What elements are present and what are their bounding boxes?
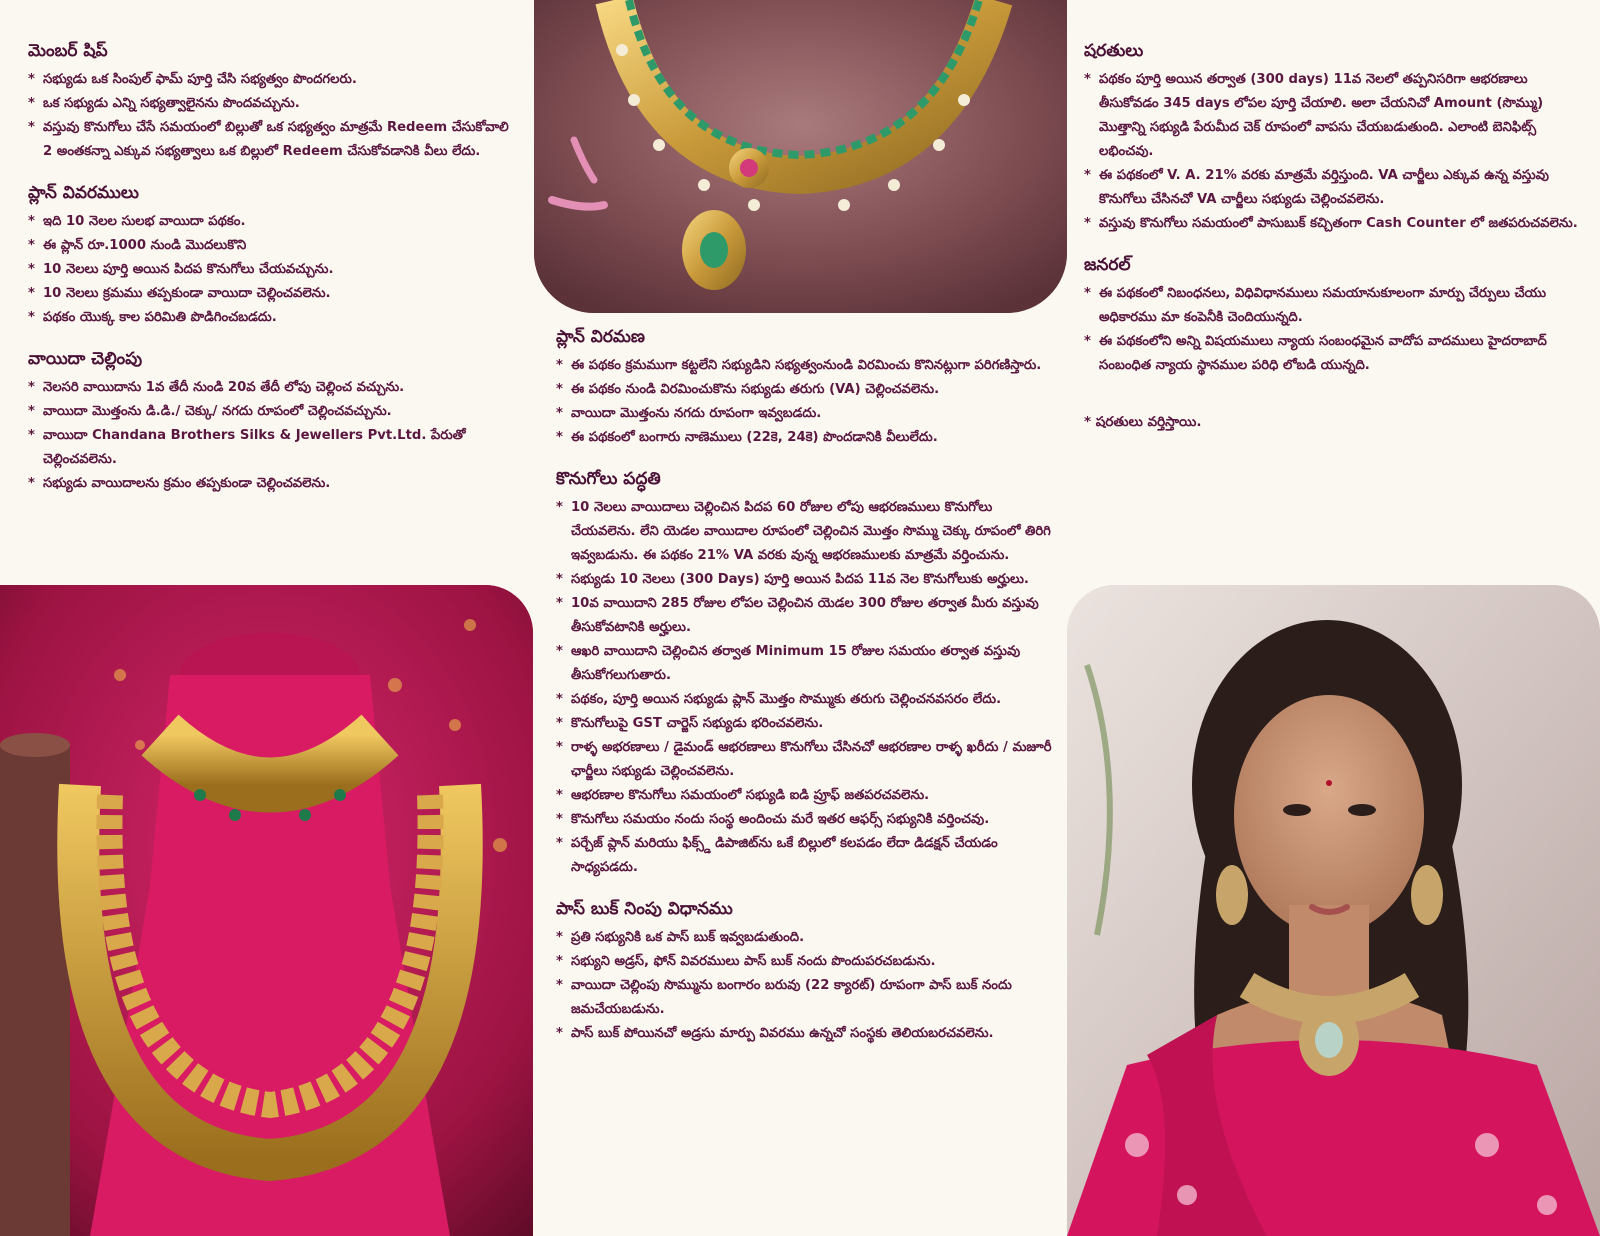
list-item: * ఈ పథకం క్రమముగా కట్టలేని సభ్యుడిని సభ్యత్వంనుండి విరమించు కొనినట్లుగా పరిగణిస్తారు. — [556, 354, 1056, 378]
list-item: * 10 నెలలు పూర్తి అయిన పిదప కొనుగోలు చేయవచ్చును. — [28, 258, 520, 282]
list-item: * ప్రతి సభ్యునికి ఒక పాస్ బుక్ ఇవ్వబడుతుంది. — [556, 926, 1056, 950]
general-section — [1084, 254, 1580, 378]
list-item: * ఈ ప్లాన్ రూ.1000 నుండి మొదలుకొని — [28, 234, 520, 258]
list-item: * ఆఖరి వాయిదాని చెల్లించిన తర్వాత Minimum 15 రోజుల సమయం తర్వాత వస్తువు తీసుకోగలుగుతారు. — [556, 640, 1056, 688]
list-item: * ఆభరణాల కొనుగోలు సమయంలో సభ్యుడి ఐడి ప్రూఫ్ జతపరచవలెను. — [556, 784, 1056, 808]
necklace-photo-top — [534, 0, 1067, 313]
installment-payment-section — [28, 348, 520, 496]
list-item: * వస్తువు కొనుగోలు చేసే సమయంలో బిల్లుతో ఒక సభ్యత్వం మాత్రమే Redeem చేసుకోవాలి 2 అంతకన్నా ఎక్కువ సభ్యత్వాలు ఒక బిల్లులో Redeem చేసుకోవడానికి వీలు లేదు. — [28, 116, 520, 164]
list-item: * వాయిదా మొత్తంను డి.డి./ చెక్కు/ నగదు రూపంలో చెల్లించవచ్చును. — [28, 400, 520, 424]
list-item: * 10వ వాయిదాని 285 రోజుల లోపల చెల్లించిన యెడల 300 రోజుల తర్వాత మీరు వస్తువు తీసుకోవటానికి అర్హులు. — [556, 592, 1056, 640]
list-item: * ఈ పథకంలో V. A. 21% వరకు మాత్రమే వర్తిస్తుంది. VA చార్జీలు ఎక్కువ ఉన్న వస్తువు కొనుగోలు చేసినచో VA చార్జీలు సభ్యుడు చెల్లించవలెను. — [1084, 164, 1580, 212]
membership-section — [28, 40, 520, 164]
conditions-section — [1084, 40, 1580, 236]
list-item: * సభ్యుడు 10 నెలలు (300 Days) పూర్తి అయిన పిదప 11వ నెల కొనుగోలుకు అర్హులు. — [556, 568, 1056, 592]
list-item: * వస్తువు కొనుగోలు సమయంలో పాసుబుక్ కచ్చితంగా Cash Counter లో జతపరుచవలెను. — [1084, 212, 1580, 236]
section-heading: కొనుగోలు పద్ధతి — [556, 469, 661, 489]
section-heading: ప్లాన్ విరమణ — [556, 327, 645, 347]
list-item: * ఈ పథకంలో నిబంధనలు, విధివిధానములు సమయానుకూలంగా మార్పు చేర్పులు చేయు అధికారము మా కంపెనీకి చెందియున్నది. — [1084, 282, 1580, 330]
section-heading: పాస్ బుక్ నింపు విధానము — [556, 899, 733, 919]
terms-apply-footnote: * షరతులు వర్తిస్తాయి. — [1084, 414, 1202, 430]
list-item: * 10 నెలలు వాయిదాలు చెల్లించిన పిదప 60 రోజుల లోపు ఆభరణములు కొనుగోలు చేయవలెను. లేని యెడల వాయిదాల రూపంలో చెల్లించిన మొత్తం సొమ్ము చెక్కు రూపంలో తిరిగి ఇవ్వబడును. ఈ పథకం 21% VA వరకు వున్న ఆభరణములకు మాత్రమే వర్తించును. — [556, 496, 1056, 568]
model-illustration — [1067, 585, 1600, 1236]
list-item: * వాయిదా Chandana Brothers Silks & Jewellers Pvt.Ltd. పేరుతో చెల్లించవలెను. — [28, 424, 520, 472]
passbook-section — [556, 898, 1056, 1046]
list-item: * నెలసరి వాయిదాను 1వ తేదీ నుండి 20వ తేదీ లోపు చెల్లించ వచ్చును. — [28, 376, 520, 400]
section-heading: ప్లాన్ వివరములు — [28, 183, 139, 203]
list-item: * వాయిదా చెల్లింపు సొమ్మును బంగారం బరువు (22 క్యారట్) రూపంగా పాస్ బుక్ నందు జమచేయబడును. — [556, 974, 1056, 1022]
purchase-method-section — [556, 468, 1056, 880]
list-item: * పాస్ బుక్ పోయినచో అడ్రసు మార్పు వివరము ఉన్నచో సంస్థకు తెలియబరచవలెను. — [556, 1022, 1056, 1046]
list-item: * పర్చేజ్ ప్లాన్ మరియు ఫిక్స్డ్ డిపాజిట్‌ను ఒకే బిల్లులో కలపడం లేదా డిడక్షన్ చేయడం సాధ్యపడదు. — [556, 832, 1056, 880]
section-heading: మెంబర్ షిప్ — [28, 41, 108, 61]
long-necklace-photo — [0, 585, 533, 1236]
section-heading: వాయిదా చెల్లింపు — [28, 349, 143, 369]
section-heading: జనరల్ — [1084, 255, 1131, 275]
list-item: * ఒక సభ్యుడు ఎన్ని సభ్యత్వాలైనను పొందవచ్చును. — [28, 92, 520, 116]
list-item: * సభ్యుడు ఒక సింపుల్ ఫామ్ పూర్తి చేసి సభ్యత్వం పొందగలరు. — [28, 68, 520, 92]
list-item: * ఇది 10 నెలల సులభ వాయిదా పథకం. — [28, 210, 520, 234]
plan-withdrawal-section — [556, 326, 1056, 450]
list-item: * పథకం, పూర్తి అయిన సభ్యుడు ప్లాన్ మొత్తం సొమ్ముకు తరుగు చెల్లించనవసరం లేదు. — [556, 688, 1056, 712]
list-item: * కొనుగోలుపై GST చార్జెస్ సభ్యుడు భరించవలెను. — [556, 712, 1056, 736]
list-item: * ఈ పథకంలోని అన్ని విషయములు న్యాయ సంబంధమైన వాదోప వాదములు హైదరాబాద్ సంబంధిత న్యాయ స్థానముల పరిధి లోబడి యున్నది. — [1084, 330, 1580, 378]
list-item: * వాయిదా మొత్తంను నగదు రూపంగా ఇవ్వబడదు. — [556, 402, 1056, 426]
model-photo — [1067, 585, 1600, 1236]
list-item: * పథకం పూర్తి అయిన తర్వాత (300 days) 11వ నెలలో తప్పనిసరిగా ఆభరణాలు తీసుకోవడం 345 days లోపల పూర్తి చేయాలి. అలా చేయనిచో Amount (సొమ్ము) మొత్తాన్ని సభ్యుడి పేరుమీద చెక్ రూపంలో వాపసు చేయబడుతుంది. ఎలాంటి బెనిఫిట్స్ లభించవు. — [1084, 68, 1580, 164]
list-item: * ఈ పథకంలో బంగారు నాణెములు (22కె, 24కె) పొందడానికి వీలులేదు. — [556, 426, 1056, 450]
list-item: * పథకం యొక్క కాల పరిమితి పొడిగించబడదు. — [28, 306, 520, 330]
list-item: * 10 నెలలు క్రమము తప్పకుండా వాయిదా చెల్లించవలెను. — [28, 282, 520, 306]
section-heading: షరతులు — [1084, 41, 1144, 61]
list-item: * కొనుగోలు సమయం నందు సంస్థ అందించు మరే ఇతర ఆఫర్స్ సభ్యునికి వర్తించవు. — [556, 808, 1056, 832]
list-item: * రాళ్ళ అభరణాలు / డైమండ్ ఆభరణాలు కొనుగోలు చేసినచో ఆభరణాల రాళ్ళ ఖరీదు / మజూరీ ఛార్జీలు సభ్యుడు చెల్లించవలెను. — [556, 736, 1056, 784]
long-necklace-illustration — [0, 585, 533, 1236]
middle-column — [556, 326, 1056, 1064]
list-item: * ఈ పథకం నుండి విరమించుకొను సభ్యుడు తరుగు (VA) చెల్లించవలెను. — [556, 378, 1056, 402]
list-item: * సభ్యుడు వాయిదాలను క్రమం తప్పకుండా చెల్లించవలెను. — [28, 472, 520, 496]
left-column — [28, 40, 520, 514]
plan-details-section — [28, 182, 520, 330]
necklace-illustration — [534, 0, 1067, 313]
right-column — [1084, 40, 1580, 433]
list-item: * సభ్యుని అడ్రస్, ఫోన్ వివరములు పాస్ బుక్ నందు పొందుపరచబడును. — [556, 950, 1056, 974]
